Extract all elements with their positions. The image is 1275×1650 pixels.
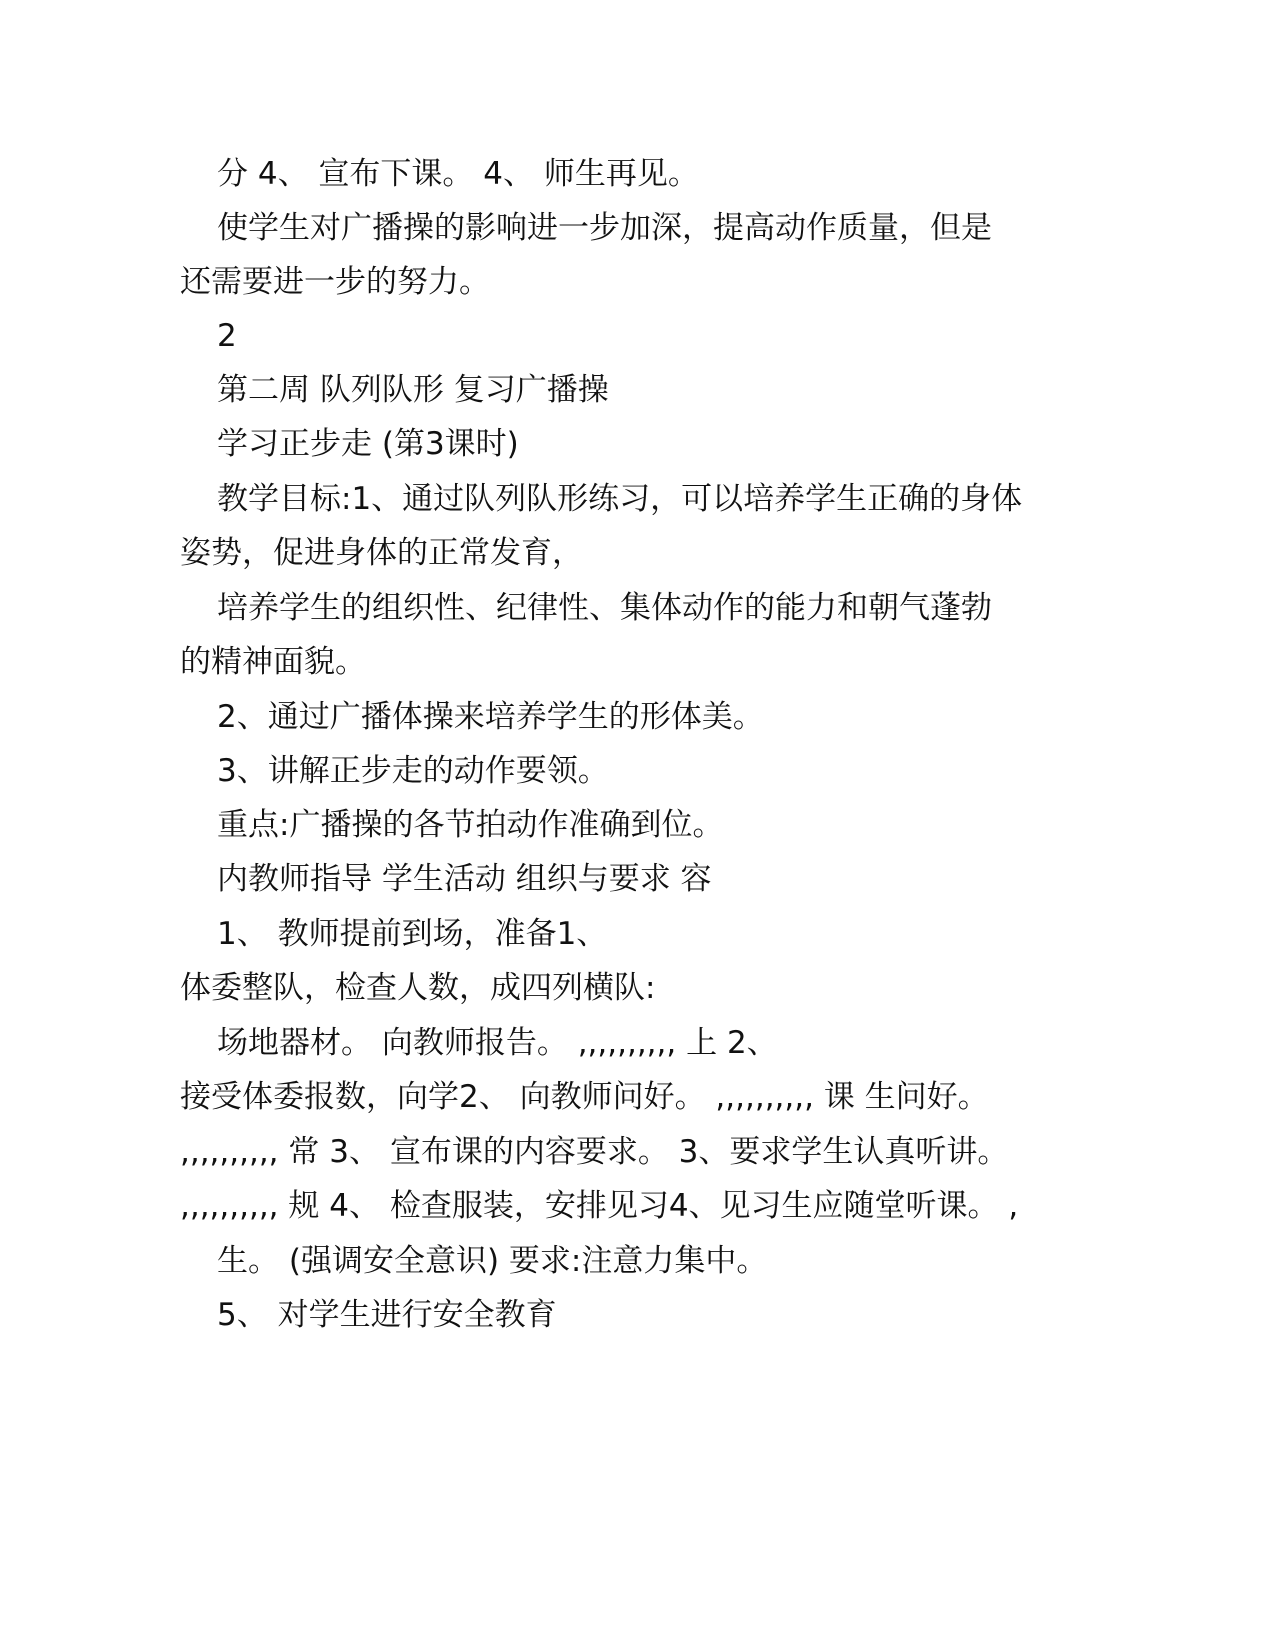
section-subheading: 学习正步走 (第3课时) (217, 426, 519, 462)
text-line: 姿势，促进身体的正常发育， (180, 535, 583, 571)
text-line: ,,,,,,,,,, 规 4、 检查服装，安排见习4、见习生应随堂听课。 , (180, 1188, 1019, 1224)
text-line: 内教师指导 学生活动 组织与要求 容 (217, 861, 712, 897)
text-line: 的精神面貌。 (180, 644, 366, 680)
text-line: 5、 对学生进行安全教育 (217, 1297, 557, 1333)
text-line: 1、 教师提前到场，准备1、 (217, 916, 608, 952)
text-line: 分 4、 宣布下课。 4、 师生再见。 (217, 156, 699, 192)
text-line: 生。 (强调安全意识) 要求:注意力集中。 (217, 1243, 768, 1279)
text-line: 场地器材。 向教师报告。 ,,,,,,,,,, 上 2、 (217, 1025, 778, 1061)
text-line: 3、讲解正步走的动作要领。 (217, 753, 609, 789)
text-line: ,,,,,,,,,, 常 3、 宣布课的内容要求。 3、要求学生认真听讲。 (180, 1134, 1009, 1170)
text-line: 培养学生的组织性、纪律性、集体动作的能力和朝气蓬勃 (217, 590, 992, 626)
page-number: 2 (217, 318, 237, 354)
text-line: 体委整队，检查人数，成四列横队: (180, 970, 656, 1006)
text-line: 使学生对广播操的影响进一步加深，提高动作质量，但是 (217, 210, 992, 246)
text-line: 2、通过广播体操来培养学生的形体美。 (217, 699, 764, 735)
text-line: 接受体委报数，向学2、 向教师问好。 ,,,,,,,,,, 课 生问好。 (180, 1079, 989, 1115)
section-heading: 第二周 队列队形 复习广播操 (217, 372, 609, 408)
text-line: 还需要进一步的努力。 (180, 264, 490, 300)
text-line: 教学目标:1、通过队列队形练习，可以培养学生正确的身体 (217, 481, 1023, 517)
text-line: 重点:广播操的各节拍动作准确到位。 (217, 807, 724, 843)
